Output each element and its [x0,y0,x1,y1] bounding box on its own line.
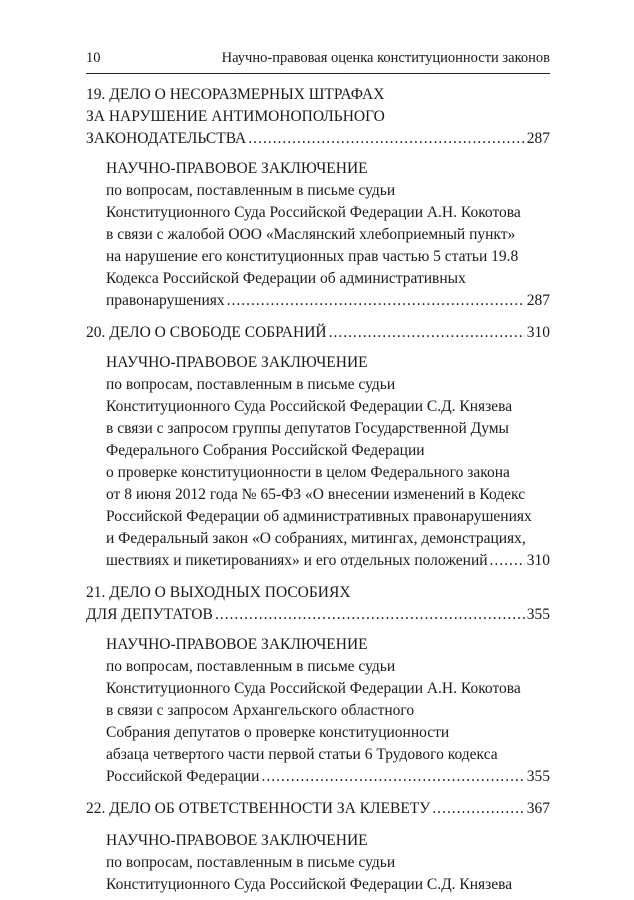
toc-entry-line [106,656,550,678]
toc-text: НАУЧНО-ПРАВОВОЕ ЗАКЛЮЧЕНИЕ [106,354,368,371]
toc-page-number: 287 [526,292,550,309]
header-rule [86,73,550,74]
toc-text: правонарушениях [106,292,225,309]
toc-text: НАУЧНО-ПРАВОВОЕ ЗАКЛЮЧЕНИЕ [106,636,368,653]
toc-dot-leader [490,550,525,572]
toc-entry-line [106,158,550,180]
toc-heading-line [86,128,550,150]
toc-entry-line [106,290,550,312]
toc-dot-leader [261,766,524,788]
toc-text: 19. ДЕЛО О НЕСОРАЗМЕРНЫХ ШТРАФАХ [86,86,385,103]
toc-text: от 8 июня 2012 года № 65-ФЗ «О внесении изменений в Кодекс [106,486,526,503]
toc-entry-line [106,202,550,224]
toc-heading-line [86,604,550,626]
toc-text: ЗА НАРУШЕНИЕ АНТИМОНОПОЛЬНОГО [86,108,385,125]
toc-entry-line [106,462,550,484]
toc-entry-line [106,766,550,788]
toc-text: НАУЧНО-ПРАВОВОЕ ЗАКЛЮЧЕНИЕ [106,832,368,849]
toc-text: Кодекса Российской Федерации об административных [106,270,466,287]
toc-page-number: 310 [526,552,550,569]
toc-entry-line [106,722,550,744]
toc-entry-line [106,528,550,550]
toc-entry-line [106,246,550,268]
toc-entry-line [106,268,550,290]
toc-entry-line [106,224,550,246]
running-title: Научно-правовая оценка конституционности законов [221,50,550,66]
toc-entry-line [106,484,550,506]
toc-entry-line [106,440,550,462]
toc-text: 20. ДЕЛО О СВОБОДЕ СОБРАНИЙ [86,324,327,341]
toc-heading-line [86,582,550,604]
toc-text: по вопросам, поставленным в письме судьи [106,658,396,675]
toc-entry-line [106,744,550,766]
toc-entry-line [106,180,550,202]
toc-page-number: 355 [526,606,550,623]
toc-heading-line [86,798,550,820]
toc-entry-line [106,700,550,722]
toc-text: Конституционного Суда Российской Федерации С.Д. Князева [106,398,513,415]
toc-dot-leader [329,322,525,344]
toc-page-number: 310 [526,324,550,341]
toc-text: по вопросам, поставленным в письме судьи [106,376,396,393]
toc-text: Конституционного Суда Российской Федерации А.Н. Кокотова [106,680,521,697]
toc-entry-line [106,678,550,700]
toc-entry-line [106,830,550,852]
toc-text: Собрания депутатов о проверке конституционности [106,724,450,741]
toc-entry-line [106,418,550,440]
toc-page-number: 367 [526,800,550,817]
toc-page-number: 355 [526,768,550,785]
toc-text: на нарушение его конституционных прав частью 5 статьи 19.8 [106,248,519,265]
toc-text: по вопросам, поставленным в письме судьи [106,854,396,871]
toc-text: Российской Федерации об административных правонарушениях [106,508,532,525]
toc-entry-line [106,550,550,572]
toc-text: Федерального Собрания Российской Федерации [106,442,425,459]
toc-text: в связи с запросом группы депутатов Государственной Думы [106,420,509,437]
toc-text: абзаца четвертого части первой статьи 6 Трудового кодекса [106,746,498,763]
toc-text: 21. ДЕЛО О ВЫХОДНЫХ ПОСОБИЯХ [86,584,351,601]
toc-dot-leader [432,798,525,820]
toc-dot-leader [227,290,525,312]
toc-text: ДЛЯ ДЕПУТАТОВ [86,606,213,623]
toc-heading-line [86,322,550,344]
page-header [86,49,550,71]
toc-entry-line [106,874,550,896]
toc-dot-leader [215,604,525,626]
toc-heading-line [86,84,550,106]
toc-entry-line [106,374,550,396]
toc-text: Конституционного Суда Российской Федерации А.Н. Кокотова [106,204,521,221]
toc-text: в связи с жалобой ООО «Маслянский хлебоприемный пункт» [106,226,516,243]
toc-entry-line [106,852,550,874]
toc-text: шествиях и пикетированиях» и его отдельных положений [106,552,488,569]
toc-text: в связи с запросом Архангельского областного [106,702,415,719]
toc-text: и Федеральный закон «О собраниях, митингах, демонстрациях, [106,530,526,547]
toc-text: НАУЧНО-ПРАВОВОЕ ЗАКЛЮЧЕНИЕ [106,160,368,177]
toc-text: ЗАКОНОДАТЕЛЬСТВА [86,130,247,147]
document-page [86,0,550,900]
toc-text: о проверке конституционности в целом Федерального закона [106,464,510,481]
toc-text: Конституционного Суда Российской Федерации С.Д. Князева [106,876,513,893]
page-number: 10 [86,50,101,66]
toc-page-number: 287 [526,130,550,147]
toc-entry-line [106,352,550,374]
toc-entry-line [106,396,550,418]
toc-dot-leader [248,128,525,150]
toc-entry-line [106,634,550,656]
toc-entry-line [106,506,550,528]
toc-heading-line [86,106,550,128]
toc-text: Российской Федерации [106,768,260,785]
toc-text: по вопросам, поставленным в письме судьи [106,182,396,199]
toc-text: 22. ДЕЛО ОБ ОТВЕТСТВЕННОСТИ ЗА КЛЕВЕТУ [86,800,431,817]
